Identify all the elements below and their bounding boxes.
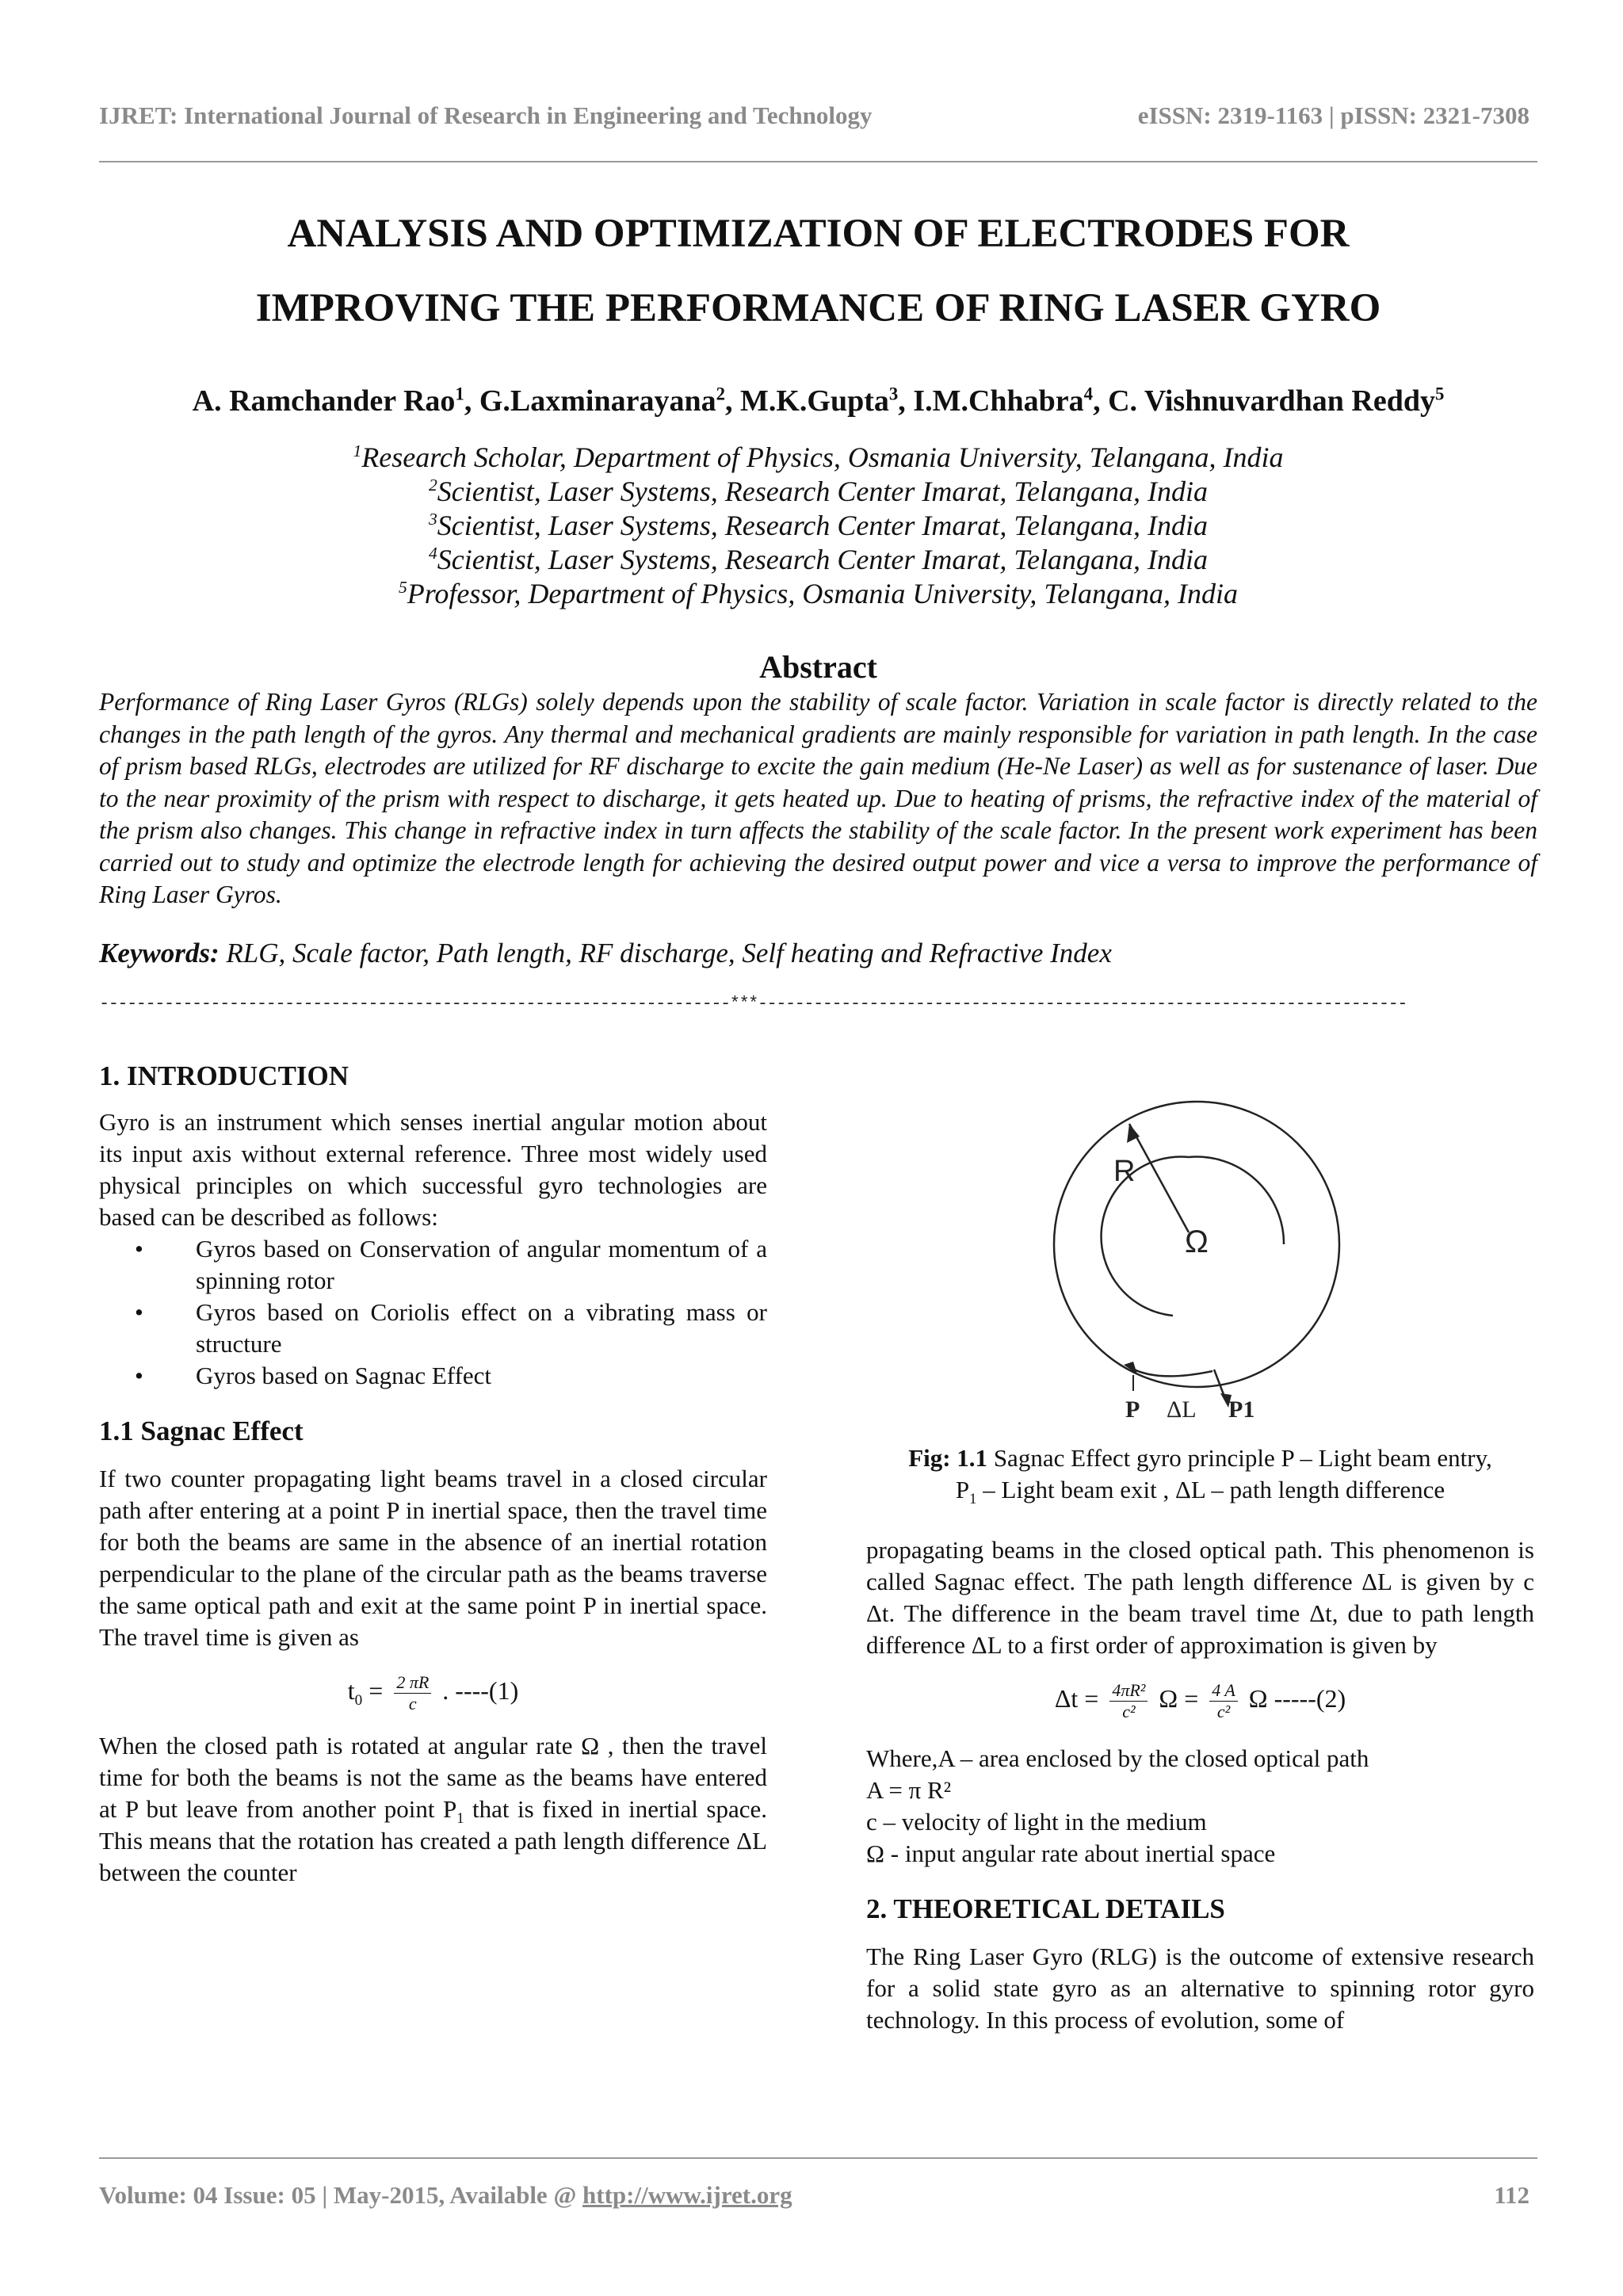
- keywords: [99, 938, 1112, 969]
- figure-caption: Fig: 1.1 Sagnac Effect gyro principle P – Light beam entry, $P_1$ – Light beam exit , ΔL – path length difference: [908, 1444, 1492, 1508]
- theory-paragraph: The Ring Laser Gyro (RLG) is the outcome of extensive research for a solid state gyro as an alternative to spinning rotor gyro technology. In this process of evolution, some of: [866, 1943, 1534, 2034]
- list-item: • Gyros based on Sagnac Effect: [99, 1360, 767, 1392]
- journal-link[interactable]: http://www.ijret.org: [582, 2181, 792, 2209]
- affiliation: $^2$Scientist, Laser Systems, Research Center Imarat, Telangana, India: [428, 476, 1209, 507]
- intro-heading: 1. INTRODUCTION: [99, 1060, 349, 1091]
- affiliation: $^3$Scientist, Laser Systems, Research Center Imarat, Telangana, India: [428, 510, 1209, 541]
- header-rule: [99, 161, 1537, 162]
- abstract-text: Performance of Ring Laser Gyros (RLGs) solely depends upon the stability of scale factor. Variation in scale factor is directly related to the changes in the path length of the gyros. Any thermal and mechanical gradients are mainly responsible for variation in path length. In the case of prism based RLGs, electrodes are utilized for RF discharge to excite the gain medium (He-Ne Laser) as well as for sustenance of laser. Due to the near proximity of the prism with respect to discharge, it gets heated up. Due to heating of prisms, the refractive index of the material of the prism also changes. This change in refractive index in turn affects the stability of the scale factor. In the present work experiment has been carried out to study and optimize the electrode length for achieving the desired output power and vice a versa to improve the performance of Ring Laser Gyros.: [99, 688, 1537, 908]
- radius-line: [1129, 1124, 1189, 1232]
- left-column: [99, 1060, 767, 1889]
- radius-label: R: [1113, 1155, 1136, 1188]
- list-item: • Gyros based on Coriolis effect on a vibrating mass or structure: [99, 1297, 767, 1360]
- caption-label: Fig: 1.1: [908, 1444, 988, 1472]
- author: I.M.Chhabra$^4$,: [913, 384, 1109, 418]
- theory-heading: 2. THEORETICAL DETAILS: [866, 1893, 1225, 1924]
- section-divider: --------------------------------------------------------------------***----------------------------------------------------------------------: [99, 994, 1407, 1014]
- gyro-principle-list: [99, 1233, 767, 1392]
- sagnac-paragraph-1: If two counter propagating light beams travel in a closed circular path after entering at a point P in inertial space, then the travel time for both the beams are same in the absence of an inertial rotation perpendicular to the plane of the circular path as the beams traverse the same optical path and exit at the same point P in inertial space. The travel time is given as: [99, 1465, 767, 1651]
- title-line-2: IMPROVING THE PERFORMANCE OF RING LASER GYRO: [255, 286, 1381, 330]
- affiliation: $^5$Professor, Department of Physics, Osmania University, Telangana, India: [398, 578, 1239, 609]
- sagnac-continuation: propagating beams in the closed optical path. This phenomenon is called Sagnac effect. The path length difference ΔL is given by c Δt. The difference in the beam travel time Δt, due to path length difference ΔL to a first order of approximation is given by: [866, 1536, 1534, 1659]
- author: C. Vishnuvardhan Reddy$^5$: [1108, 384, 1445, 418]
- keywords-text: RLG, Scale factor, Path length, RF discharge, Self heating and Refractive Index: [219, 938, 1112, 968]
- footer-rule: [99, 2157, 1537, 2159]
- affiliations: [99, 441, 1537, 611]
- author-list: [99, 384, 1537, 418]
- p1-label: P1: [1228, 1396, 1255, 1423]
- where-line: Where,A – area enclosed by the closed optical path: [866, 1744, 1369, 1772]
- affiliation: $^1$Research Scholar, Department of Physics, Osmania University, Telangana, India: [353, 441, 1284, 473]
- where-line: A = π R²: [866, 1776, 952, 1804]
- equation-1: $t_0$ = $\frac{2 \pi R}{c}$ . ----(1): [347, 1672, 519, 1713]
- beam-path: [1129, 1367, 1212, 1376]
- title-line-1: ANALYSIS AND OPTIMIZATION OF ELECTRODES FOR: [287, 212, 1350, 256]
- issn: eISSN: 2319-1163 | pISSN: 2321-7308: [1137, 101, 1529, 129]
- where-line: Ω - input angular rate about inertial space: [866, 1839, 1276, 1867]
- affiliation: $^4$Scientist, Laser Systems, Research Center Imarat, Telangana, India: [428, 544, 1209, 575]
- right-column: [866, 1534, 1534, 2036]
- paper-title: [99, 197, 1537, 346]
- sagnac-figure: [1030, 1094, 1363, 1427]
- omega-label: Ω: [1185, 1224, 1209, 1259]
- list-item: • Gyros based on Conservation of angular momentum of a spinning rotor: [99, 1233, 767, 1297]
- abstract-heading: Abstract: [759, 649, 877, 685]
- delta-l-label: ΔL: [1167, 1396, 1197, 1423]
- where-line: c – velocity of light in the medium: [866, 1808, 1207, 1836]
- journal-name: IJRET: International Journal of Research in Engineering and Technology: [99, 101, 873, 129]
- author: M.K.Gupta$^3$,: [739, 384, 914, 418]
- author: G.Laxminarayana$^2$,: [479, 384, 740, 418]
- p-label: P: [1125, 1396, 1140, 1423]
- sagnac-paragraph-2: When the closed path is rotated at angular rate Ω , then the travel time for both the beams is not the same as the beams have entered at P but leave from another point $P_1$ that is fixed in inertial space. This means that the rotation has created a path length difference ΔL between the counter: [99, 1732, 767, 1886]
- equation-2: Δt = $\frac{\text{4πR²}}{\text{c²}}$ Ω = $\frac{4 A}{\text{c²}}$ Ω -----(2): [1054, 1680, 1346, 1721]
- keywords-label: Keywords:: [99, 938, 220, 968]
- page-number: 112: [1494, 2181, 1529, 2209]
- where-list: [866, 1743, 1534, 1870]
- footer-volume: Volume: 04 Issue: 05 | May-2015, Available @ http://www.ijret.org: [99, 2181, 792, 2209]
- sagnac-heading: 1.1 Sagnac Effect: [99, 1415, 304, 1446]
- author: A. Ramchander Rao$^1$,: [192, 384, 479, 418]
- intro-paragraph: Gyro is an instrument which senses inertial angular motion about its input axis without external reference. Three most widely used physical principles on which successful gyro technologies are based can be described as follows:: [99, 1108, 767, 1231]
